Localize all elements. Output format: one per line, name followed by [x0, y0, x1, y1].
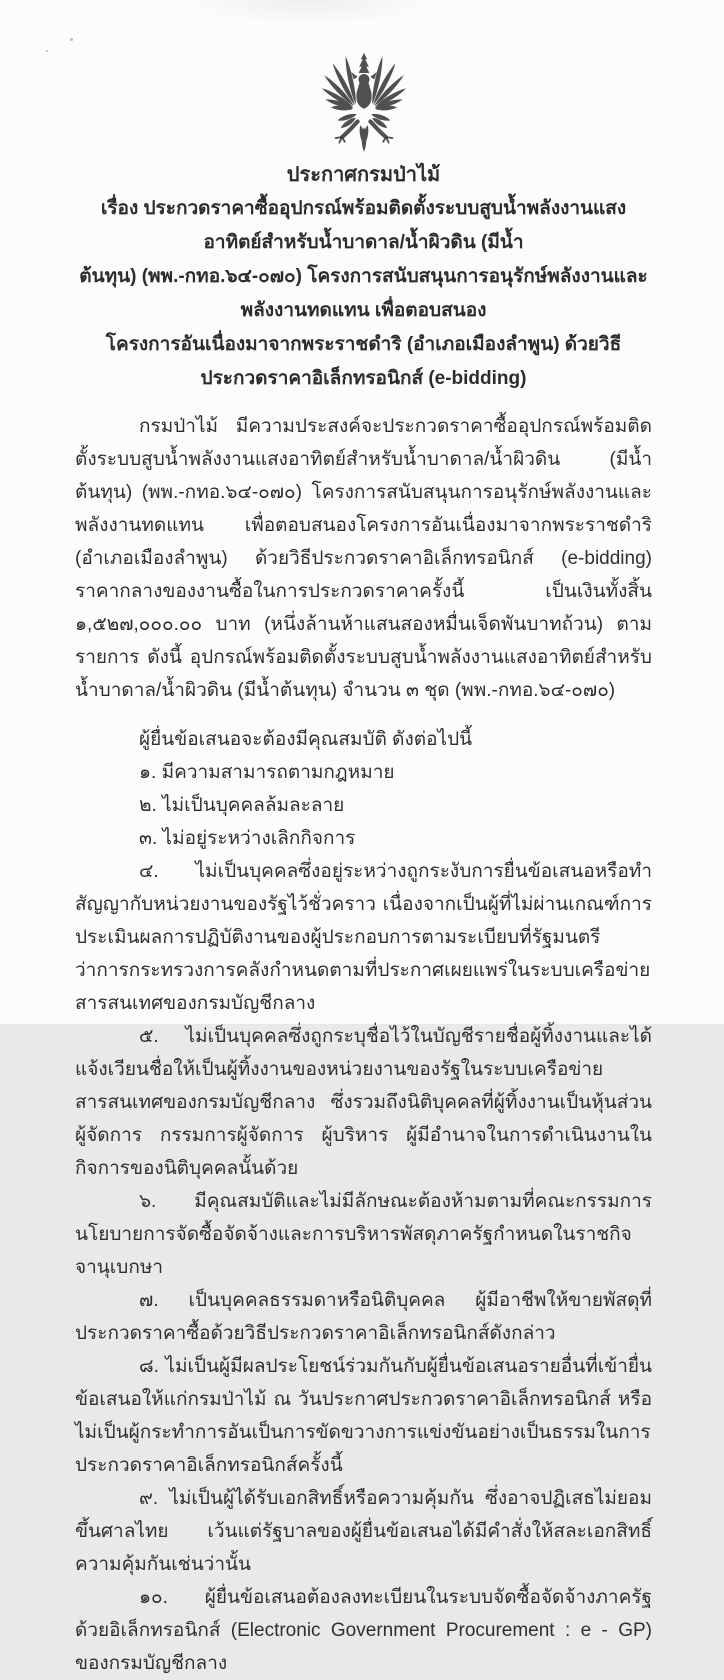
scan-speck — [46, 50, 48, 52]
qualification-item-2: ๒. ไม่เป็นบุคคลล้มละลาย — [139, 795, 345, 816]
qualification-item-6: ๖. มีคุณสมบัติและไม่มีลักษณะต้องห้ามตามที่คณะกรรมการนโยบายการจัดซื้อจัดจ้างและการบริหารพัสดุภาครัฐกำหนดในราชกิจจานุเบกษา — [75, 1191, 652, 1278]
subject-line-2: ต้นทุน) (พพ.-กทอ.๖๔-๐๗๐) โครงการสนับสนุนการอนุรักษ์พลังงานและพลังงานทดแทน เพื่อตอบสนอง — [79, 266, 648, 321]
qualification-item-5: ๕. ไม่เป็นบุคคลซึ่งถูกระบุชื่อไว้ในบัญชีรายชื่อผู้ทิ้งงานและได้แจ้งเวียนชื่อให้เป็นผู้ทิ้งงานของหน่วยงานของรัฐในระบบเครือข่ายสารสนเทศของกรมบัญชีกลาง ซึ่งรวมถึงนิติบุคคลที่ผู้ทิ้งงานเป็นหุ้นส่วนผู้จัดการ กรรมการผู้จัดการ ผู้บริหาร ผู้มีอำนาจในการดำเนินงานในกิจการของนิติบุคคลนั้นด้วย — [75, 1026, 652, 1179]
document-body — [75, 410, 652, 1680]
qualifications-heading: ผู้ยื่นข้อเสนอจะต้องมีคุณสมบัติ ดังต่อไปนี้ — [139, 729, 473, 750]
qualification-item-9: ๙. ไม่เป็นผู้ได้รับเอกสิทธิ์หรือความคุ้มกัน ซึ่งอาจปฏิเสธไม่ยอมขึ้นศาลไทย เว้นแต่รัฐบาลของผู้ยื่นข้อเสนอได้มีคำสั่งให้สละเอกสิทธิ์ความคุ้มกันเช่นว่านั้น — [75, 1488, 652, 1575]
scan-shadow-artifact — [180, 0, 440, 26]
qualification-item-8: ๘. ไม่เป็นผู้มีผลประโยชน์ร่วมกันกับผู้ยื่นข้อเสนอรายอื่นที่เข้ายื่นข้อเสนอให้แก่กรมป่าไม้ ณ วันประกาศประกวดราคาอิเล็กทรอนิกส์ หรือไม่เป็นผู้กระทำการอันเป็นการขัดขวางการแข่งขันอย่างเป็นธรรมในการประกวดราคาอิเล็กทรอนิกส์ครั้งนี้ — [75, 1356, 652, 1476]
garuda-emblem — [75, 52, 652, 160]
document-title: ประกาศกรมป่าไม้ — [286, 164, 441, 186]
qualification-item-10: ๑๐. ผู้ยื่นข้อเสนอต้องลงทะเบียนในระบบจัดซื้อจัดจ้างภาครัฐด้วยอิเล็กทรอนิกส์ (Electronic Government Procurement : e - GP) ของกรมบัญชีกลาง — [75, 1587, 652, 1674]
qualification-item-4: ๔. ไม่เป็นบุคคลซึ่งอยู่ระหว่างถูกระงับการยื่นข้อเสนอหรือทำสัญญากับหน่วยงานของรัฐไว้ชั่วคราว เนื่องจากเป็นผู้ที่ไม่ผ่านเกณฑ์การประเมินผลการปฏิบัติงานของผู้ประกอบการตามระเบียบที่รัฐมนตรีว่าการกระทรวงการคลังกำหนดตามที่ประกาศเผยแพร่ในระบบเครือข่ายสารสนเทศของกรมบัญชีกลาง — [75, 861, 652, 1014]
body-paragraph: กรมป่าไม้ มีความประสงค์จะประกวดราคาซื้ออุปกรณ์พร้อมติดตั้งระบบสูบน้ำพลังงานแสงอาทิตย์สำหรับน้ำบาดาล/น้ำผิวดิน (มีน้ำต้นทุน) (พพ.-กทอ.๖๔-๐๗๐) โครงการสนับสนุนการอนุรักษ์พลังงานและพลังงานทดแทน เพื่อตอบสนองโครงการอันเนื่องมาจากพระราชดำริ (อำเภอเมืองลำพูน) ด้วยวิธีประกวดราคาอิเล็กทรอนิกส์ (e-bidding) ราคากลางของงานซื้อในการประกวดราคาครั้งนี้ เป็นเงินทั้งสิ้น ๑,๕๒๗,๐๐๐.๐๐ บาท (หนึ่งล้านห้าแสนสองหมื่นเจ็ดพันบาทถ้วน) ตามรายการ ดังนี้ อุปกรณ์พร้อมติดตั้งระบบสูบน้ำพลังงานแสงอาทิตย์สำหรับน้ำบาดาล/น้ำผิวดิน (มีน้ำต้นทุน) จำนวน ๓ ชุด (พพ.-กทอ.๖๔-๐๗๐) — [75, 416, 652, 701]
qualification-item-3: ๓. ไม่อยู่ระหว่างเลิกกิจการ — [139, 828, 356, 849]
qualification-item-7: ๗. เป็นบุคคลธรรมดาหรือนิติบุคคล ผู้มีอาชีพให้ขายพัสดุที่ประกวดราคาซื้อด้วยวิธีประกวดราคาอิเล็กทรอนิกส์ดังกล่าว — [75, 1290, 652, 1344]
scan-speck — [70, 38, 73, 41]
qualification-item-1: ๑. มีความสามารถตามกฎหมาย — [139, 762, 395, 783]
subject-line-1: เรื่อง ประกวดราคาซื้ออุปกรณ์พร้อมติดตั้งระบบสูบน้ำพลังงานแสงอาทิตย์สำหรับน้ำบาดาล/น้ำผิวดิน (มีน้ำ — [100, 198, 627, 253]
document-subject — [75, 192, 652, 396]
subject-line-3: โครงการอันเนื่องมาจากพระราชดำริ (อำเภอเมืองลำพูน) ด้วยวิธีประกวดราคาอิเล็กทรอนิกส์ (e-bidding) — [105, 334, 622, 389]
